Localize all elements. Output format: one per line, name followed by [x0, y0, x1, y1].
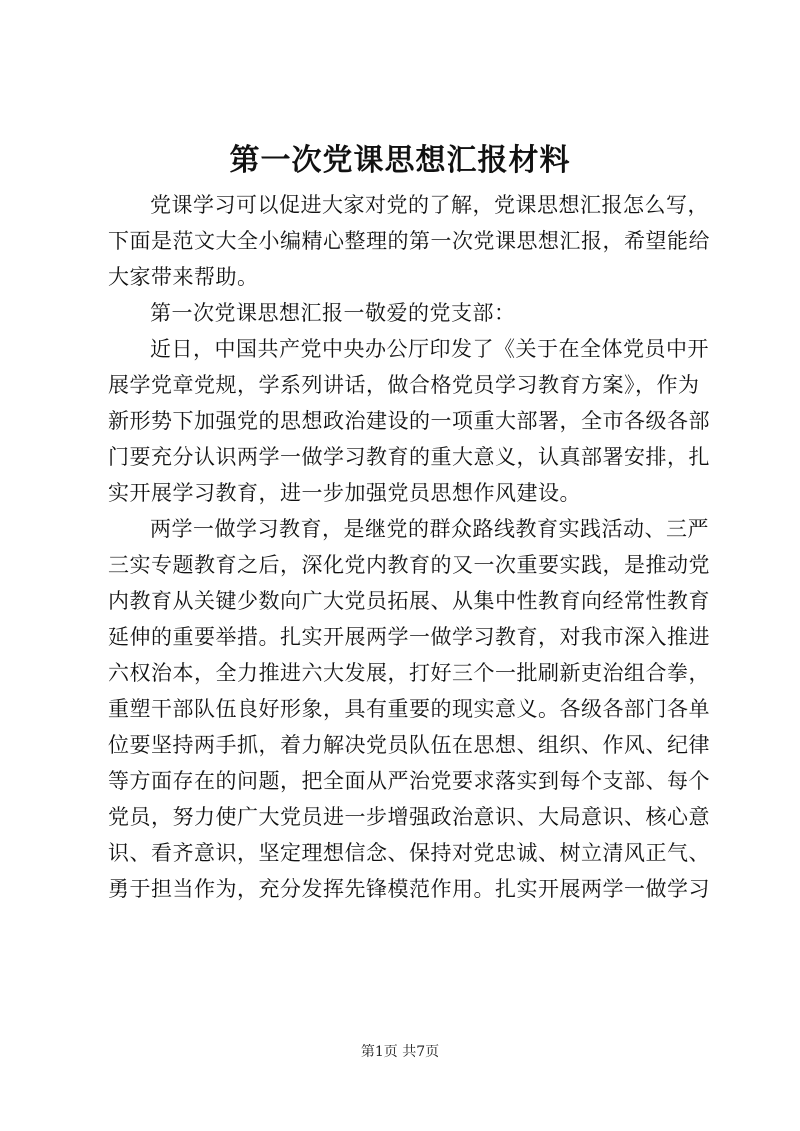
text-line: 等方面存在的问题，把全面从严治党要求落实到每个支部、每个	[108, 769, 710, 793]
text-line: 下面是范文大全小编精心整理的第一次党课思想汇报，希望能给	[108, 229, 710, 253]
text-line: 第一次党课思想汇报一敬爱的党支部：	[150, 301, 516, 325]
page-footer	[0, 1042, 800, 1062]
text-line: 党员，努力使广大党员进一步增强政治意识、大局意识、核心意	[108, 805, 710, 829]
text-line: 实开展学习教育，进一步加强党员思想作风建设。	[108, 481, 581, 505]
text-line: 展学党章党规，学系列讲话，做合格党员学习教育方案》，作为	[108, 373, 700, 397]
text-line: 识、看齐意识，坚定理想信念、保持对党忠诚、树立清风正气、	[108, 841, 710, 865]
text-line: 新形势下加强党的思想政治建设的一项重大部署，全市各级各部	[108, 409, 710, 433]
document-body	[108, 187, 714, 907]
text-line: 勇于担当作为，充分发挥先锋模范作用。扎实开展两学一做学习	[108, 877, 710, 901]
text-line: 近日，中国共产党中央办公厅印发了《关于在全体党员中开	[150, 337, 709, 361]
page-number-total: 共7页	[402, 1044, 440, 1060]
text-line: 内教育从关键少数向广大党员拓展、从集中性教育向经常性教育	[108, 589, 710, 613]
text-line: 党课学习可以促进大家对党的了解，党课思想汇报怎么写，	[150, 193, 709, 217]
page-number-current: 第1页	[360, 1044, 398, 1060]
text-line: 两学一做学习教育，是继党的群众路线教育实践活动、三严	[150, 517, 709, 541]
text-line: 六权治本，全力推进六大发展，打好三个一批刷新吏治组合拳，	[108, 661, 710, 685]
text-line: 大家带来帮助。	[108, 265, 259, 289]
text-line: 三实专题教育之后，深化党内教育的又一次重要实践，是推动党	[108, 553, 710, 577]
text-line: 门要充分认识两学一做学习教育的重大意义，认真部署安排，扎	[108, 445, 710, 469]
document-title: 第一次党课思想汇报材料	[229, 143, 571, 178]
text-line: 重塑干部队伍良好形象，具有重要的现实意义。各级各部门各单	[108, 697, 710, 721]
text-line: 位要坚持两手抓，着力解决党员队伍在思想、组织、作风、纪律	[108, 733, 710, 757]
text-line: 延伸的重要举措。扎实开展两学一做学习教育，对我市深入推进	[108, 625, 710, 649]
